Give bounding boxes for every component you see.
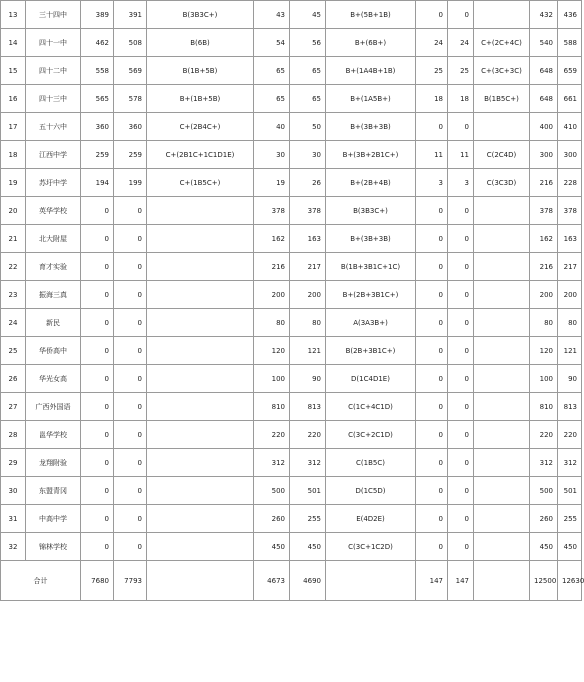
cell-value-1: 360 xyxy=(81,113,114,141)
cell-grade-mix-3: C+(3C+3C) xyxy=(474,57,530,85)
cell-total-grade-mix-2 xyxy=(326,561,416,601)
cell-total-value-5: 147 xyxy=(416,561,448,601)
cell-value-4: 220 xyxy=(290,421,326,449)
cell-value-1: 0 xyxy=(81,505,114,533)
cell-value-2: 0 xyxy=(114,337,147,365)
table-row xyxy=(1,337,582,365)
cell-grade-mix-1 xyxy=(147,253,254,281)
cell-grade-mix-3 xyxy=(474,393,530,421)
cell-total-planned: 216 xyxy=(530,169,558,197)
cell-total-planned: 400 xyxy=(530,113,558,141)
table-row xyxy=(1,141,582,169)
cell-grade-mix-1: B+(1B+5B) xyxy=(147,85,254,113)
cell-total-actual: 217 xyxy=(558,253,582,281)
cell-total-value-6: 147 xyxy=(448,561,474,601)
cell-total-planned: 100 xyxy=(530,365,558,393)
table-row xyxy=(1,477,582,505)
cell-value-1: 0 xyxy=(81,421,114,449)
cell-value-4: 121 xyxy=(290,337,326,365)
cell-value-4: 65 xyxy=(290,85,326,113)
cell-grade-mix-1 xyxy=(147,477,254,505)
cell-total-actual: 659 xyxy=(558,57,582,85)
cell-grade-mix-3 xyxy=(474,1,530,29)
cell-grade-mix-1 xyxy=(147,337,254,365)
cell-grade-mix-2: B+(5B+1B) xyxy=(326,1,416,29)
cell-grade-mix-3: C(2C4D) xyxy=(474,141,530,169)
cell-value-2: 0 xyxy=(114,393,147,421)
cell-total-actual: 200 xyxy=(558,281,582,309)
cell-value-5: 0 xyxy=(416,281,448,309)
cell-value-5: 0 xyxy=(416,505,448,533)
cell-grade-mix-2: D(1C5D) xyxy=(326,477,416,505)
cell-value-4: 450 xyxy=(290,533,326,561)
cell-school-name: 四十一中 xyxy=(26,29,81,57)
cell-grade-mix-2: B(2B+3B1C+) xyxy=(326,337,416,365)
cell-value-5: 11 xyxy=(416,141,448,169)
cell-row-number: 31 xyxy=(1,505,26,533)
cell-value-1: 194 xyxy=(81,169,114,197)
cell-value-4: 26 xyxy=(290,169,326,197)
cell-total-actual: 255 xyxy=(558,505,582,533)
cell-value-4: 56 xyxy=(290,29,326,57)
cell-total-planned: 200 xyxy=(530,281,558,309)
cell-total-actual: 90 xyxy=(558,365,582,393)
cell-value-6: 0 xyxy=(448,365,474,393)
cell-school-name: 四十三中 xyxy=(26,85,81,113)
cell-grade-mix-3 xyxy=(474,533,530,561)
cell-row-number: 23 xyxy=(1,281,26,309)
cell-school-name: 龙翔附验 xyxy=(26,449,81,477)
cell-value-2: 569 xyxy=(114,57,147,85)
cell-total-planned: 540 xyxy=(530,29,558,57)
cell-row-number: 24 xyxy=(1,309,26,337)
cell-grade-mix-3 xyxy=(474,421,530,449)
cell-total-planned: 220 xyxy=(530,421,558,449)
cell-total-grade-mix-1 xyxy=(147,561,254,601)
cell-value-6: 0 xyxy=(448,113,474,141)
cell-total-actual: 661 xyxy=(558,85,582,113)
cell-grade-mix-3 xyxy=(474,449,530,477)
table-row xyxy=(1,309,582,337)
cell-value-6: 18 xyxy=(448,85,474,113)
cell-total-actual: 163 xyxy=(558,225,582,253)
cell-grade-mix-2: B(3B3C+) xyxy=(326,197,416,225)
cell-total-actual: 436 xyxy=(558,1,582,29)
cell-value-3: 80 xyxy=(254,309,290,337)
cell-value-2: 0 xyxy=(114,225,147,253)
cell-value-2: 0 xyxy=(114,449,147,477)
cell-value-5: 18 xyxy=(416,85,448,113)
cell-value-1: 0 xyxy=(81,449,114,477)
cell-grade-mix-2: B+(1A5B+) xyxy=(326,85,416,113)
cell-value-2: 0 xyxy=(114,253,147,281)
cell-total-planned: 810 xyxy=(530,393,558,421)
cell-value-4: 163 xyxy=(290,225,326,253)
cell-total-actual: 588 xyxy=(558,29,582,57)
cell-value-2: 199 xyxy=(114,169,147,197)
cell-grade-mix-3 xyxy=(474,197,530,225)
cell-value-3: 54 xyxy=(254,29,290,57)
cell-total-planned: 648 xyxy=(530,85,558,113)
cell-value-6: 0 xyxy=(448,477,474,505)
cell-value-1: 0 xyxy=(81,225,114,253)
cell-grade-mix-3 xyxy=(474,365,530,393)
cell-value-5: 0 xyxy=(416,225,448,253)
cell-value-1: 558 xyxy=(81,57,114,85)
cell-total-actual: 228 xyxy=(558,169,582,197)
cell-grade-mix-1: C+(1B5C+) xyxy=(147,169,254,197)
cell-value-4: 200 xyxy=(290,281,326,309)
cell-row-number: 26 xyxy=(1,365,26,393)
cell-value-1: 389 xyxy=(81,1,114,29)
table-body xyxy=(1,1,582,601)
cell-value-4: 45 xyxy=(290,1,326,29)
cell-grade-mix-2: A(3A3B+) xyxy=(326,309,416,337)
cell-value-5: 0 xyxy=(416,113,448,141)
cell-row-number: 32 xyxy=(1,533,26,561)
cell-grade-mix-3 xyxy=(474,113,530,141)
cell-row-number: 21 xyxy=(1,225,26,253)
cell-value-5: 0 xyxy=(416,533,448,561)
table-row xyxy=(1,281,582,309)
cell-value-4: 255 xyxy=(290,505,326,533)
cell-value-1: 462 xyxy=(81,29,114,57)
cell-school-name: 三十四中 xyxy=(26,1,81,29)
cell-grade-mix-3 xyxy=(474,477,530,505)
cell-total-planned: 300 xyxy=(530,141,558,169)
cell-value-5: 0 xyxy=(416,449,448,477)
cell-grade-mix-1 xyxy=(147,421,254,449)
cell-value-1: 0 xyxy=(81,197,114,225)
table-row xyxy=(1,29,582,57)
cell-value-6: 0 xyxy=(448,281,474,309)
cell-value-5: 0 xyxy=(416,337,448,365)
cell-row-number: 28 xyxy=(1,421,26,449)
cell-row-number: 22 xyxy=(1,253,26,281)
cell-value-1: 0 xyxy=(81,253,114,281)
cell-total-total-planned: 12500 xyxy=(530,561,558,601)
cell-grade-mix-1: B(6B) xyxy=(147,29,254,57)
table-row xyxy=(1,505,582,533)
cell-total-planned: 312 xyxy=(530,449,558,477)
cell-value-1: 0 xyxy=(81,281,114,309)
cell-school-name: 北大附屋 xyxy=(26,225,81,253)
cell-total-actual: 378 xyxy=(558,197,582,225)
cell-value-3: 19 xyxy=(254,169,290,197)
cell-total-total-actual: 12630 xyxy=(558,561,582,601)
cell-value-3: 43 xyxy=(254,1,290,29)
cell-value-1: 0 xyxy=(81,533,114,561)
cell-row-number: 20 xyxy=(1,197,26,225)
cell-value-4: 50 xyxy=(290,113,326,141)
cell-school-name: 广西外国语 xyxy=(26,393,81,421)
cell-value-5: 0 xyxy=(416,421,448,449)
cell-school-name: 五十六中 xyxy=(26,113,81,141)
cell-school-name: 华光女高 xyxy=(26,365,81,393)
cell-value-5: 3 xyxy=(416,169,448,197)
cell-grade-mix-1 xyxy=(147,393,254,421)
cell-value-2: 508 xyxy=(114,29,147,57)
cell-total-value-4: 4690 xyxy=(290,561,326,601)
cell-value-2: 0 xyxy=(114,477,147,505)
cell-grade-mix-1 xyxy=(147,505,254,533)
cell-grade-mix-3 xyxy=(474,253,530,281)
cell-grade-mix-3 xyxy=(474,309,530,337)
cell-value-2: 0 xyxy=(114,505,147,533)
cell-grade-mix-2: B+(2B+4B) xyxy=(326,169,416,197)
cell-value-6: 0 xyxy=(448,421,474,449)
cell-row-number: 29 xyxy=(1,449,26,477)
cell-total-actual: 220 xyxy=(558,421,582,449)
cell-grade-mix-3: C(3C3D) xyxy=(474,169,530,197)
cell-value-3: 40 xyxy=(254,113,290,141)
cell-grade-mix-1 xyxy=(147,309,254,337)
cell-value-1: 0 xyxy=(81,365,114,393)
cell-total-actual: 121 xyxy=(558,337,582,365)
table-row xyxy=(1,57,582,85)
cell-total-actual: 312 xyxy=(558,449,582,477)
cell-total-planned: 378 xyxy=(530,197,558,225)
cell-value-6: 0 xyxy=(448,393,474,421)
cell-school-name: 邕华学校 xyxy=(26,421,81,449)
cell-row-number: 16 xyxy=(1,85,26,113)
cell-value-2: 0 xyxy=(114,197,147,225)
cell-total-planned: 80 xyxy=(530,309,558,337)
cell-grade-mix-1 xyxy=(147,281,254,309)
table-row xyxy=(1,169,582,197)
cell-value-6: 3 xyxy=(448,169,474,197)
cell-school-name: 中高中学 xyxy=(26,505,81,533)
table-row xyxy=(1,533,582,561)
cell-row-number: 14 xyxy=(1,29,26,57)
cell-value-3: 162 xyxy=(254,225,290,253)
cell-grade-mix-1: B(3B3C+) xyxy=(147,1,254,29)
cell-value-4: 30 xyxy=(290,141,326,169)
table-row xyxy=(1,365,582,393)
cell-school-name: 英华学校 xyxy=(26,197,81,225)
cell-value-3: 30 xyxy=(254,141,290,169)
cell-total-value-3: 4673 xyxy=(254,561,290,601)
cell-total-planned: 162 xyxy=(530,225,558,253)
cell-value-3: 200 xyxy=(254,281,290,309)
cell-grade-mix-1 xyxy=(147,449,254,477)
table-row xyxy=(1,225,582,253)
cell-total-actual: 813 xyxy=(558,393,582,421)
cell-value-6: 24 xyxy=(448,29,474,57)
cell-grade-mix-2: B+(3B+3B) xyxy=(326,225,416,253)
cell-value-4: 813 xyxy=(290,393,326,421)
cell-value-6: 0 xyxy=(448,225,474,253)
cell-value-3: 220 xyxy=(254,421,290,449)
cell-value-6: 0 xyxy=(448,309,474,337)
cell-total-actual: 450 xyxy=(558,533,582,561)
cell-total-planned: 450 xyxy=(530,533,558,561)
cell-value-6: 25 xyxy=(448,57,474,85)
cell-value-4: 217 xyxy=(290,253,326,281)
cell-total-planned: 648 xyxy=(530,57,558,85)
cell-value-4: 80 xyxy=(290,309,326,337)
cell-value-6: 0 xyxy=(448,1,474,29)
cell-value-5: 25 xyxy=(416,57,448,85)
cell-value-3: 312 xyxy=(254,449,290,477)
cell-value-4: 501 xyxy=(290,477,326,505)
table-row xyxy=(1,393,582,421)
cell-row-number: 15 xyxy=(1,57,26,85)
table-row xyxy=(1,197,582,225)
table-row xyxy=(1,449,582,477)
cell-value-6: 11 xyxy=(448,141,474,169)
cell-value-2: 360 xyxy=(114,113,147,141)
cell-row-number: 30 xyxy=(1,477,26,505)
cell-row-number: 19 xyxy=(1,169,26,197)
cell-value-5: 24 xyxy=(416,29,448,57)
cell-total-value-1: 7680 xyxy=(81,561,114,601)
cell-row-number: 25 xyxy=(1,337,26,365)
cell-value-2: 259 xyxy=(114,141,147,169)
cell-school-name: 江西中学 xyxy=(26,141,81,169)
cell-grade-mix-3 xyxy=(474,337,530,365)
cell-value-1: 259 xyxy=(81,141,114,169)
cell-value-2: 0 xyxy=(114,533,147,561)
cell-total-planned: 216 xyxy=(530,253,558,281)
cell-school-name: 苏圩中学 xyxy=(26,169,81,197)
cell-grade-mix-2: C(1C+4C1D) xyxy=(326,393,416,421)
cell-school-name: 育才实验 xyxy=(26,253,81,281)
table-row xyxy=(1,421,582,449)
cell-school-name: 新民 xyxy=(26,309,81,337)
cell-value-2: 578 xyxy=(114,85,147,113)
cell-value-2: 0 xyxy=(114,421,147,449)
cell-total-grade-mix-3 xyxy=(474,561,530,601)
cell-school-name: 振海三真 xyxy=(26,281,81,309)
cell-total-planned: 260 xyxy=(530,505,558,533)
cell-grade-mix-3 xyxy=(474,505,530,533)
cell-total-actual: 80 xyxy=(558,309,582,337)
cell-total-actual: 410 xyxy=(558,113,582,141)
cell-school-name: 东盟青冈 xyxy=(26,477,81,505)
cell-value-1: 0 xyxy=(81,337,114,365)
cell-value-3: 450 xyxy=(254,533,290,561)
cell-row-number: 13 xyxy=(1,1,26,29)
cell-school-name: 四十二中 xyxy=(26,57,81,85)
cell-value-1: 0 xyxy=(81,309,114,337)
cell-value-6: 0 xyxy=(448,337,474,365)
cell-grade-mix-1: B(1B+5B) xyxy=(147,57,254,85)
cell-value-1: 0 xyxy=(81,477,114,505)
cell-grade-mix-2: C(3C+2C1D) xyxy=(326,421,416,449)
cell-value-6: 0 xyxy=(448,197,474,225)
cell-row-number: 17 xyxy=(1,113,26,141)
cell-value-3: 260 xyxy=(254,505,290,533)
cell-grade-mix-3 xyxy=(474,225,530,253)
cell-value-5: 0 xyxy=(416,253,448,281)
cell-total-planned: 432 xyxy=(530,1,558,29)
cell-grade-mix-2: B+(3B+3B) xyxy=(326,113,416,141)
cell-grade-mix-1 xyxy=(147,197,254,225)
cell-school-name: 锦林学校 xyxy=(26,533,81,561)
cell-value-3: 120 xyxy=(254,337,290,365)
cell-value-5: 0 xyxy=(416,365,448,393)
table-row xyxy=(1,1,582,29)
cell-total-value-2: 7793 xyxy=(114,561,147,601)
cell-value-3: 810 xyxy=(254,393,290,421)
cell-value-2: 0 xyxy=(114,281,147,309)
cell-value-6: 0 xyxy=(448,253,474,281)
cell-value-5: 0 xyxy=(416,309,448,337)
cell-total-actual: 501 xyxy=(558,477,582,505)
cell-value-3: 65 xyxy=(254,57,290,85)
cell-grade-mix-1: C+(2B1C+1C1D1E) xyxy=(147,141,254,169)
cell-grade-mix-3 xyxy=(474,281,530,309)
cell-total-planned: 120 xyxy=(530,337,558,365)
cell-value-5: 0 xyxy=(416,393,448,421)
cell-value-1: 565 xyxy=(81,85,114,113)
cell-row-number: 27 xyxy=(1,393,26,421)
cell-grade-mix-2: C(3C+1C2D) xyxy=(326,533,416,561)
cell-grade-mix-1: C+(2B4C+) xyxy=(147,113,254,141)
cell-value-2: 391 xyxy=(114,1,147,29)
cell-total-label: 合计 xyxy=(1,561,81,601)
cell-value-6: 0 xyxy=(448,505,474,533)
cell-row-number: 18 xyxy=(1,141,26,169)
cell-value-5: 0 xyxy=(416,477,448,505)
cell-value-4: 312 xyxy=(290,449,326,477)
cell-value-5: 0 xyxy=(416,197,448,225)
cell-value-6: 0 xyxy=(448,449,474,477)
cell-value-3: 65 xyxy=(254,85,290,113)
cell-value-3: 500 xyxy=(254,477,290,505)
cell-grade-mix-2: C(1B5C) xyxy=(326,449,416,477)
table-row xyxy=(1,113,582,141)
cell-grade-mix-3: B(1B5C+) xyxy=(474,85,530,113)
cell-grade-mix-2: B+(1A4B+1B) xyxy=(326,57,416,85)
table-total-row xyxy=(1,561,582,601)
cell-grade-mix-2: B+(2B+3B1C+) xyxy=(326,281,416,309)
cell-value-5: 0 xyxy=(416,1,448,29)
cell-grade-mix-2: B(1B+3B1C+1C) xyxy=(326,253,416,281)
cell-grade-mix-2: B+(6B+) xyxy=(326,29,416,57)
cell-grade-mix-2: B+(3B+2B1C+) xyxy=(326,141,416,169)
cell-grade-mix-1 xyxy=(147,225,254,253)
cell-value-3: 378 xyxy=(254,197,290,225)
table-row xyxy=(1,85,582,113)
cell-value-2: 0 xyxy=(114,365,147,393)
cell-total-planned: 500 xyxy=(530,477,558,505)
cell-value-4: 378 xyxy=(290,197,326,225)
cell-grade-mix-1 xyxy=(147,365,254,393)
cell-value-3: 100 xyxy=(254,365,290,393)
cell-grade-mix-2: E(4D2E) xyxy=(326,505,416,533)
cell-grade-mix-1 xyxy=(147,533,254,561)
cell-value-1: 0 xyxy=(81,393,114,421)
table-row xyxy=(1,253,582,281)
cell-value-4: 90 xyxy=(290,365,326,393)
cell-total-actual: 300 xyxy=(558,141,582,169)
cell-grade-mix-3: C+(2C+4C) xyxy=(474,29,530,57)
cell-value-4: 65 xyxy=(290,57,326,85)
cell-grade-mix-2: D(1C4D1E) xyxy=(326,365,416,393)
cell-value-6: 0 xyxy=(448,533,474,561)
cell-school-name: 华侨高中 xyxy=(26,337,81,365)
cell-value-3: 216 xyxy=(254,253,290,281)
cell-value-2: 0 xyxy=(114,309,147,337)
